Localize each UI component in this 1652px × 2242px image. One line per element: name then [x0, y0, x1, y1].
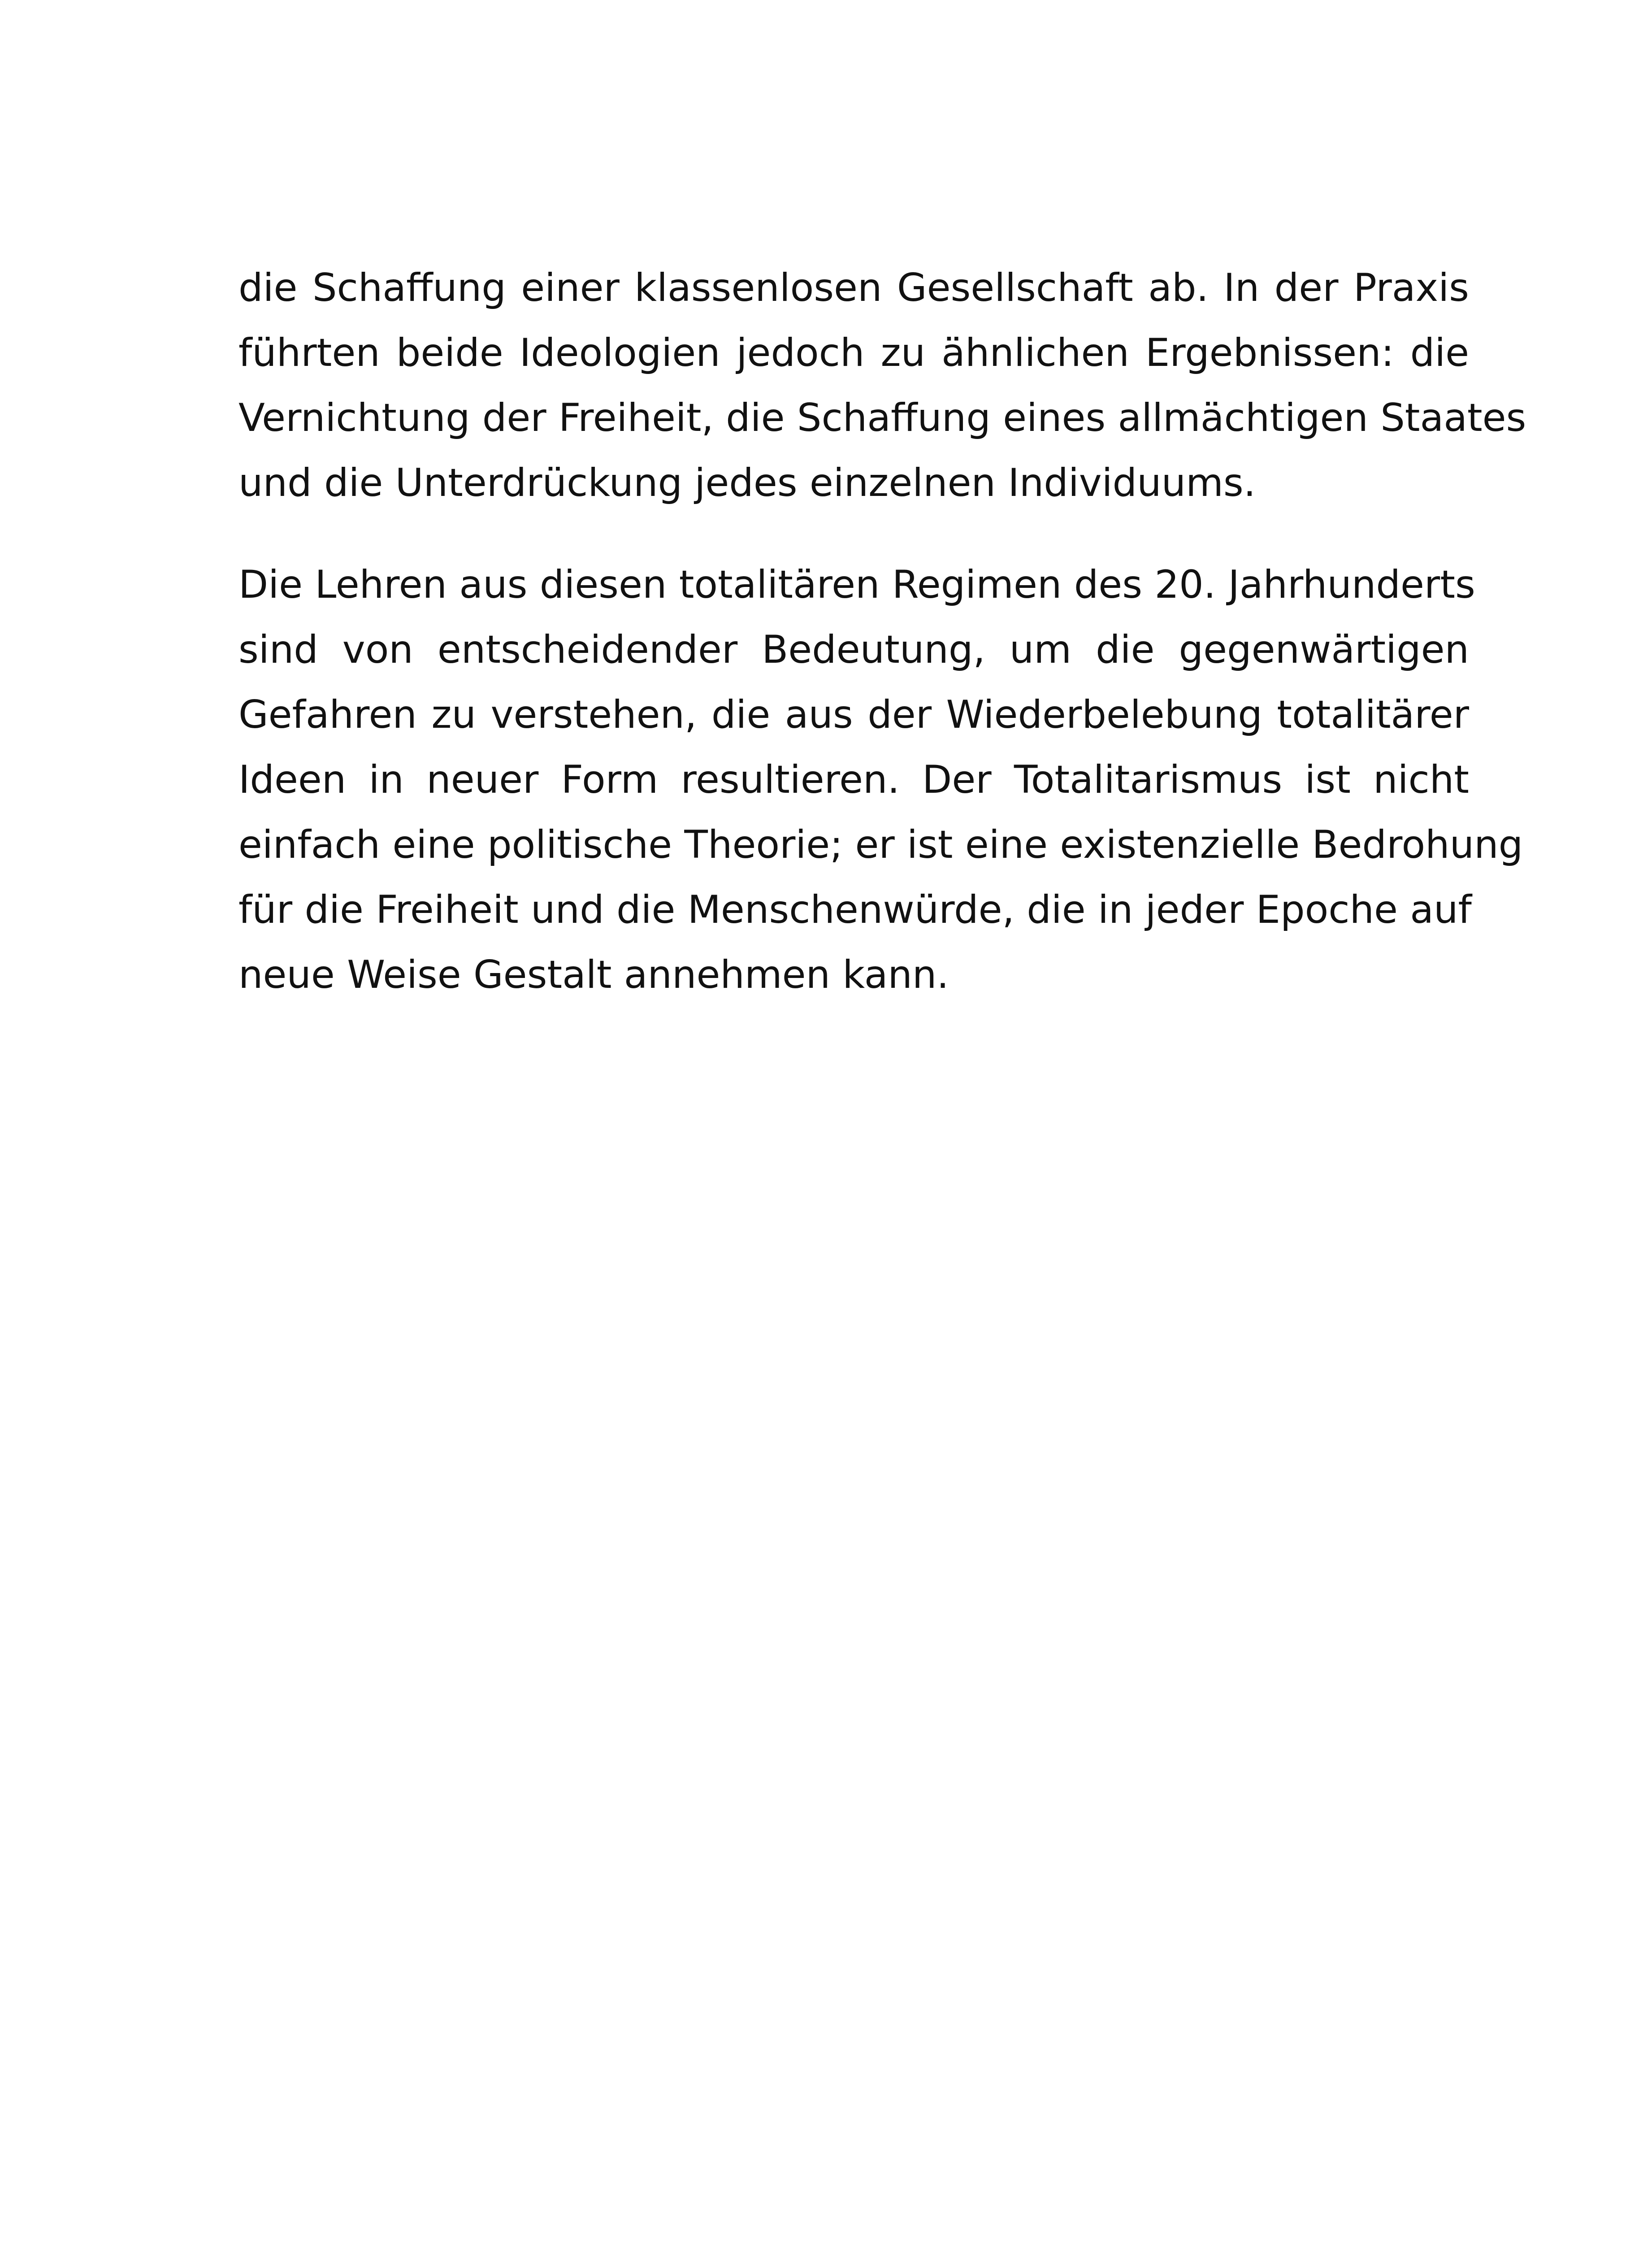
- text-line: sind von entscheidender Bedeutung, um die gegenwärtigen: [238, 627, 1469, 672]
- text-line: führten beide Ideologien jedoch zu ähnlichen Ergebnissen: die: [238, 330, 1469, 375]
- text-line: die Schaffung einer klassenlosen Gesellschaft ab. In der Praxis: [238, 265, 1469, 310]
- text-line: Gefahren zu verstehen, die aus der Wiederbelebung totalitärer: [238, 692, 1469, 737]
- text-line: und die Unterdrückung jedes einzelnen Individuums.: [238, 461, 1256, 505]
- text-line: für die Freiheit und die Menschenwürde, die in jeder Epoche auf: [238, 887, 1472, 932]
- text-line: einfach eine politische Theorie; er ist eine existenzielle Bedrohung: [238, 822, 1523, 867]
- paragraph-2: [238, 552, 1523, 1008]
- paragraph-1: [238, 256, 1526, 516]
- text-line: Ideen in neuer Form resultieren. Der Totalitarismus ist nicht: [238, 757, 1469, 802]
- text-line: Die Lehren aus diesen totalitären Regimen des 20. Jahrhunderts: [238, 562, 1475, 607]
- text-line: Vernichtung der Freiheit, die Schaffung eines allmächtigen Staates: [238, 395, 1526, 440]
- text-line: neue Weise Gestalt annehmen kann.: [238, 952, 949, 997]
